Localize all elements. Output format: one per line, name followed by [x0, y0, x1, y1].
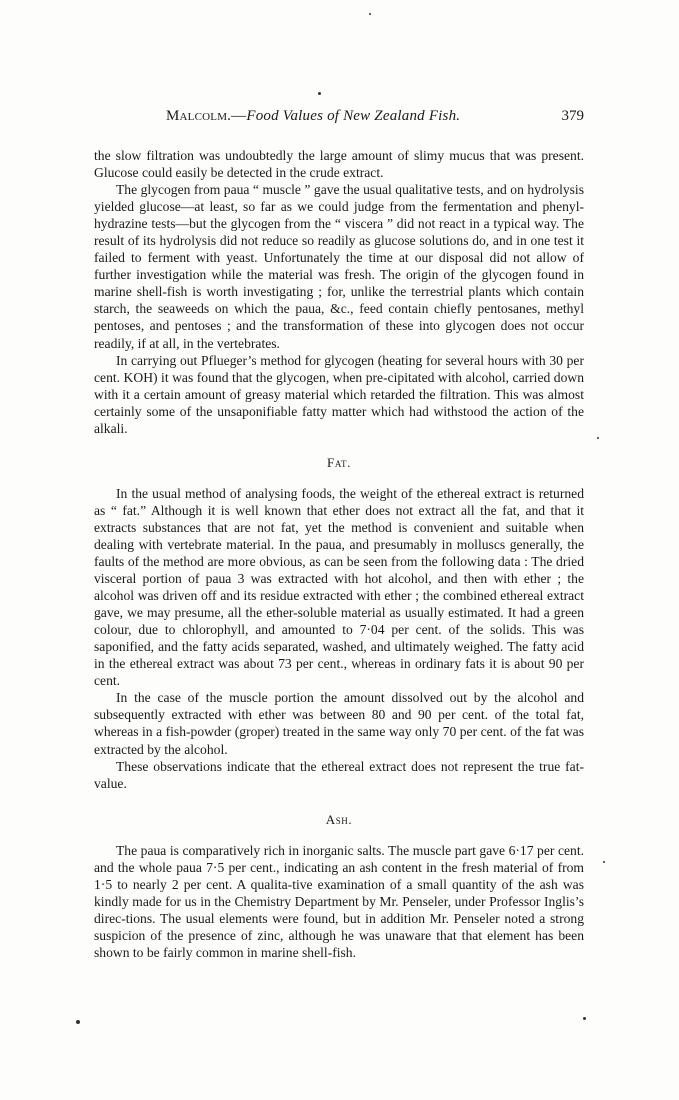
glucose-note: Glucose could easily be detected in the crude extract. [94, 165, 384, 181]
section-heading-ash: Ash. [325, 811, 353, 827]
body-text [94, 147, 584, 961]
scan-speck [597, 437, 599, 439]
title-dash: — [231, 108, 247, 124]
paragraph-mucus-text: the slow filtration was undoubtedly the large amount of slimy mucus that was present. [94, 148, 584, 163]
paragraph-pflueger-method: In carrying out Pflueger’s method for glycogen (heating for several hours with 30 per cent. KOH) it was found that the glycogen, when pre-cipitated with alcohol, carried down with it a certain amount of greasy material which retarded the filtration. This was almost certainly some of the unsaponifiable fatty matter which had withstood the action of the alkali. [94, 352, 584, 436]
scan-speck [318, 92, 321, 95]
running-header [94, 108, 584, 130]
author-name: Malcolm. [166, 108, 232, 124]
paragraph-glycogen: The glycogen from paua “ muscle ” gave the usual qualitative tests, and on hydrolysis yielded glucose—at least, so far as we could judge from the fermentation and phenyl-hydrazine tests—but the glycogen from the “ viscera ” did not react in a typical way. The result of its hydrolysis did not reduce so readily as glucose solutions do, and in one test it failed to ferment with yeast. Unfortunately the time at our disposal did not allow of further investigation while the material was fresh. The origin of the glycogen found in marine shell-fish is worth investigating ; for, unlike the terrestrial plants which contain starch, the seaweeds on which the paua, &c., feed contain chiefly pentosanes, methyl pentoses, and pentoses ; and the transformation of these into glycogen does not occur readily, if at all, in the vertebrates. [94, 182, 584, 351]
article-title: Food Values of New Zealand Fish. [246, 108, 461, 124]
paragraph-observations: These observations indicate that the ethereal extract does not represent the true fat-value. [94, 758, 584, 791]
scan-speck [369, 13, 371, 15]
section-heading-fat: Fat. [327, 454, 351, 470]
paragraph-muscle-portion: In the case of the muscle portion the amount dissolved out by the alcohol and subsequently extracted with ether was between 80 and 90 per cent. of the total fat, whereas in a fish-powder (groper) treated in the same way only 70 per cent. of the fat was extracted by the alcohol. [94, 690, 584, 757]
scan-speck [603, 861, 605, 863]
paragraph-mucus [94, 147, 584, 181]
running-title [166, 108, 460, 125]
paragraph-fat-method: In the usual method of analysing foods, the weight of the ethereal extract is returned as “ fat.” Although it is well known that ether does not extract all the fat, and that it extracts substances that are not fat, yet the method is convenient and suitable when dealing with vertebrate material. In the paua, and presumably in molluscs generally, the faults of the method are more obvious, as can be seen from the following data : The dried visceral portion of paua 3 was extracted with hot alcohol, and then with ether ; the alcohol was driven off and its residue extracted with ether ; the combined ethereal extract gave, we may presume, all the ether-soluble material as usually estimated. It had a green colour, due to chlorophyll, and amounted to 7·04 per cent. of the solids. This was saponified, and the fatty acids separated, washed, and ultimately weighed. The fatty acid in the ethereal extract was about 73 per cent., whereas in ordinary fats it is about 90 per cent. [94, 485, 584, 689]
paragraph-ash: The paua is comparatively rich in inorganic salts. The muscle part gave 6·17 per cent. and the whole paua 7·5 per cent., indicating an ash content in the fresh material of from 1·5 to nearly 2 per cent. A qualita-tive examination of a small quantity of the ash was kindly made for us in the Chemistry Department by Mr. Penseler, under Professor Inglis’s direc-tions. The usual elements were found, but in addition Mr. Penseler noted a strong suspicion of the presence of zinc, although he was unaware that that element has been shown to be fairly common in marine shell-fish. [94, 842, 584, 960]
page-number: 379 [561, 108, 584, 124]
scan-speck [583, 1017, 586, 1020]
scan-speck [76, 1020, 80, 1024]
